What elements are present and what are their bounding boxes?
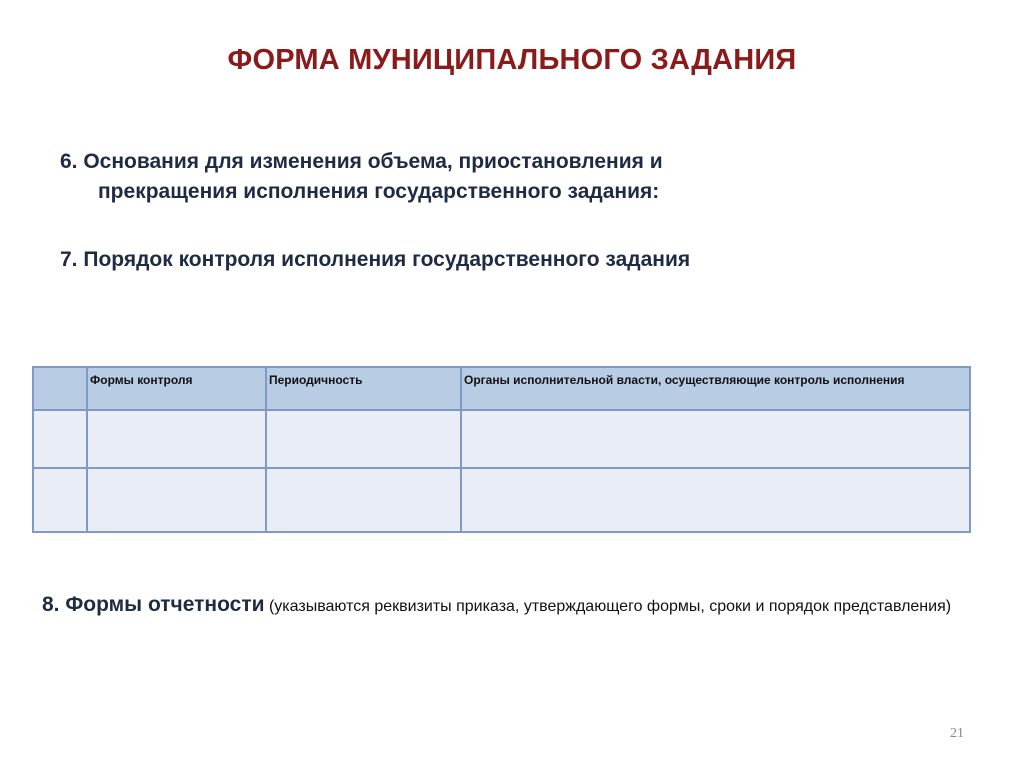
table-row xyxy=(33,410,970,468)
table-cell xyxy=(33,410,87,468)
table-header-cell: Органы исполнительной власти, осуществляющие контроль исполнения xyxy=(461,367,970,410)
section-8-description: (указываются реквизиты приказа, утверждающего формы, сроки и порядок представления) xyxy=(264,598,952,615)
section-7: 7. Порядок контроля исполнения государственного задания xyxy=(60,248,691,271)
section-8 xyxy=(42,592,972,620)
table-cell xyxy=(266,468,461,532)
table-header-cell xyxy=(33,367,87,410)
control-table xyxy=(32,366,971,533)
table-cell xyxy=(87,410,266,468)
section-8-heading: 8. Формы отчетности xyxy=(42,593,265,616)
page-title: ФОРМА МУНИЦИПАЛЬНОГО ЗАДАНИЯ xyxy=(227,44,797,76)
page-number: 21 xyxy=(950,726,964,741)
table-header-row xyxy=(33,367,970,410)
table-row xyxy=(33,468,970,532)
section-6-line-1: 6. Основания для изменения объема, приостановления и xyxy=(60,150,663,173)
table-cell xyxy=(461,410,970,468)
table-cell xyxy=(266,410,461,468)
table-header-cell: Формы контроля xyxy=(87,367,266,410)
table-cell xyxy=(87,468,266,532)
section-6-line-2: прекращения исполнения государственного задания: xyxy=(98,180,660,203)
table-cell xyxy=(33,468,87,532)
table-header-cell: Периодичность xyxy=(266,367,461,410)
table-cell xyxy=(461,468,970,532)
section-6 xyxy=(60,147,960,207)
